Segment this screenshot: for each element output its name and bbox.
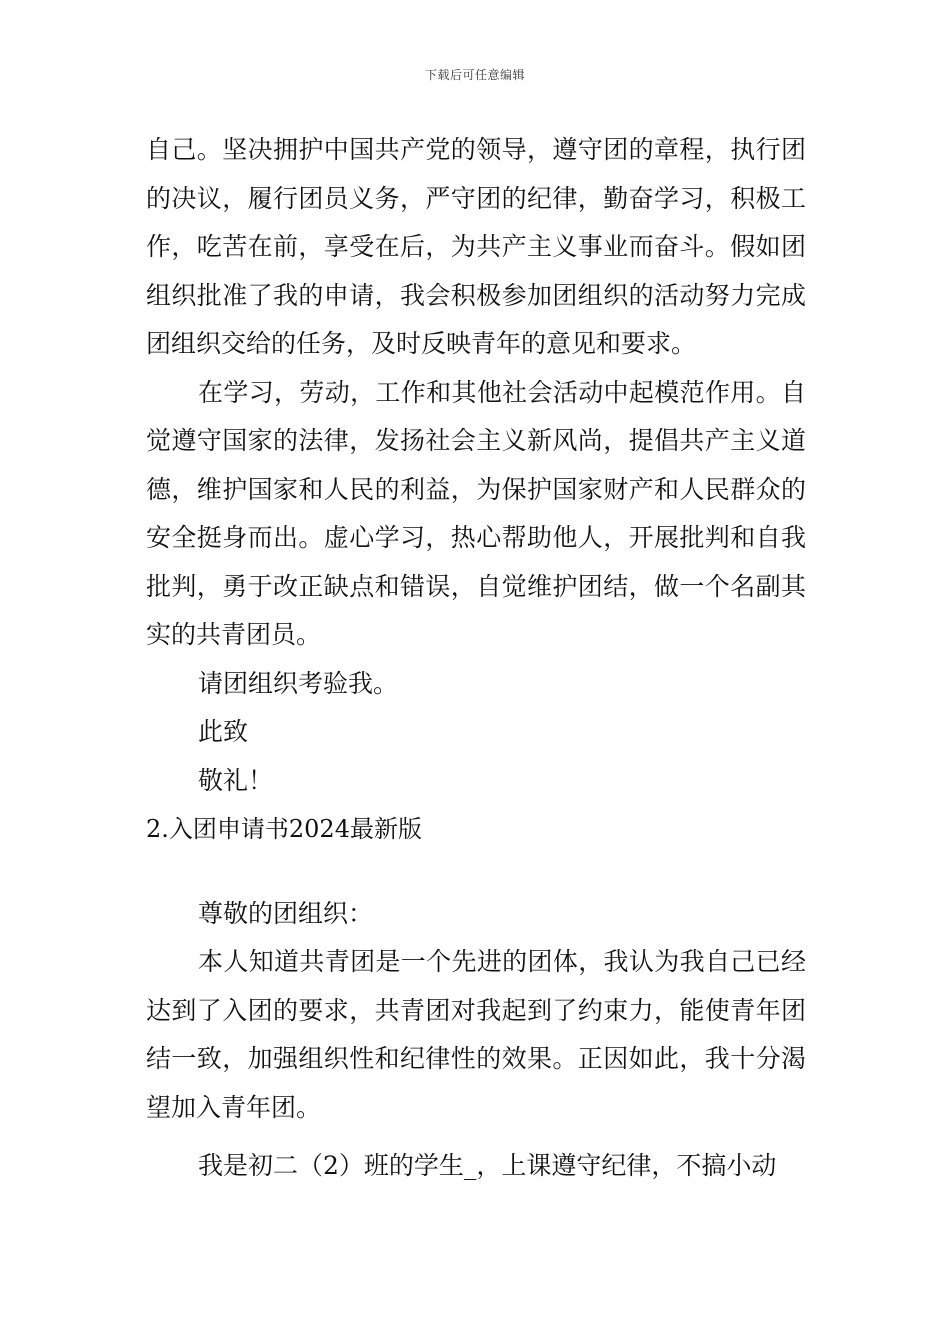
paragraph-request-test: 请团组织考验我。: [198, 668, 399, 698]
closing-salute: 敬礼！: [198, 765, 274, 795]
paragraph-gap: [146, 1132, 806, 1142]
paragraph-student-info: 我是初二（2）班的学生_，上课遵守纪律，不搞小动: [198, 1151, 777, 1180]
salutation: 尊敬的团组织：: [198, 898, 374, 928]
closing-regards: 此致: [198, 717, 249, 746]
paragraph-continuation: 自己。坚决拥护中国共产党的领导，遵守团的章程，执行团的决议，履行团员义务，严守团的纪律，勤奋学习，积极工作，吃苦在前，享受在后，为共产主义事业而奋斗。假如团组织批准了我的申请，我会积极参加团组织的活动努力完成团组织交给的任务，及时反映青年的意见和要求。: [146, 135, 806, 358]
header-note: 下载后可任意编辑: [424, 68, 525, 82]
blank-spacer: [146, 854, 806, 890]
section-heading: 2.入团申请书2024最新版: [146, 815, 422, 843]
paragraph-intro: 本人知道共青团是一个先进的团体，我认为我自己已经达到了入团的要求，共青团对我起到了约束力，能使青年团结一致，加强组织性和纪律性的效果。正因如此，我十分渴望加入青年团。: [146, 947, 806, 1122]
document-body: [146, 126, 806, 1191]
paragraph-model-role: 在学习，劳动，工作和其他社会活动中起模范作用。自觉遵守国家的法律，发扬社会主义新风尚，提倡共产主义道德，维护国家和人民的利益，为保护国家财产和人民群众的安全挺身而出。虚心学习，热心帮助他人，开展批判和自我批判，勇于改正缺点和错误，自觉维护团结，做一个名副其实的共青团员。: [146, 377, 806, 649]
